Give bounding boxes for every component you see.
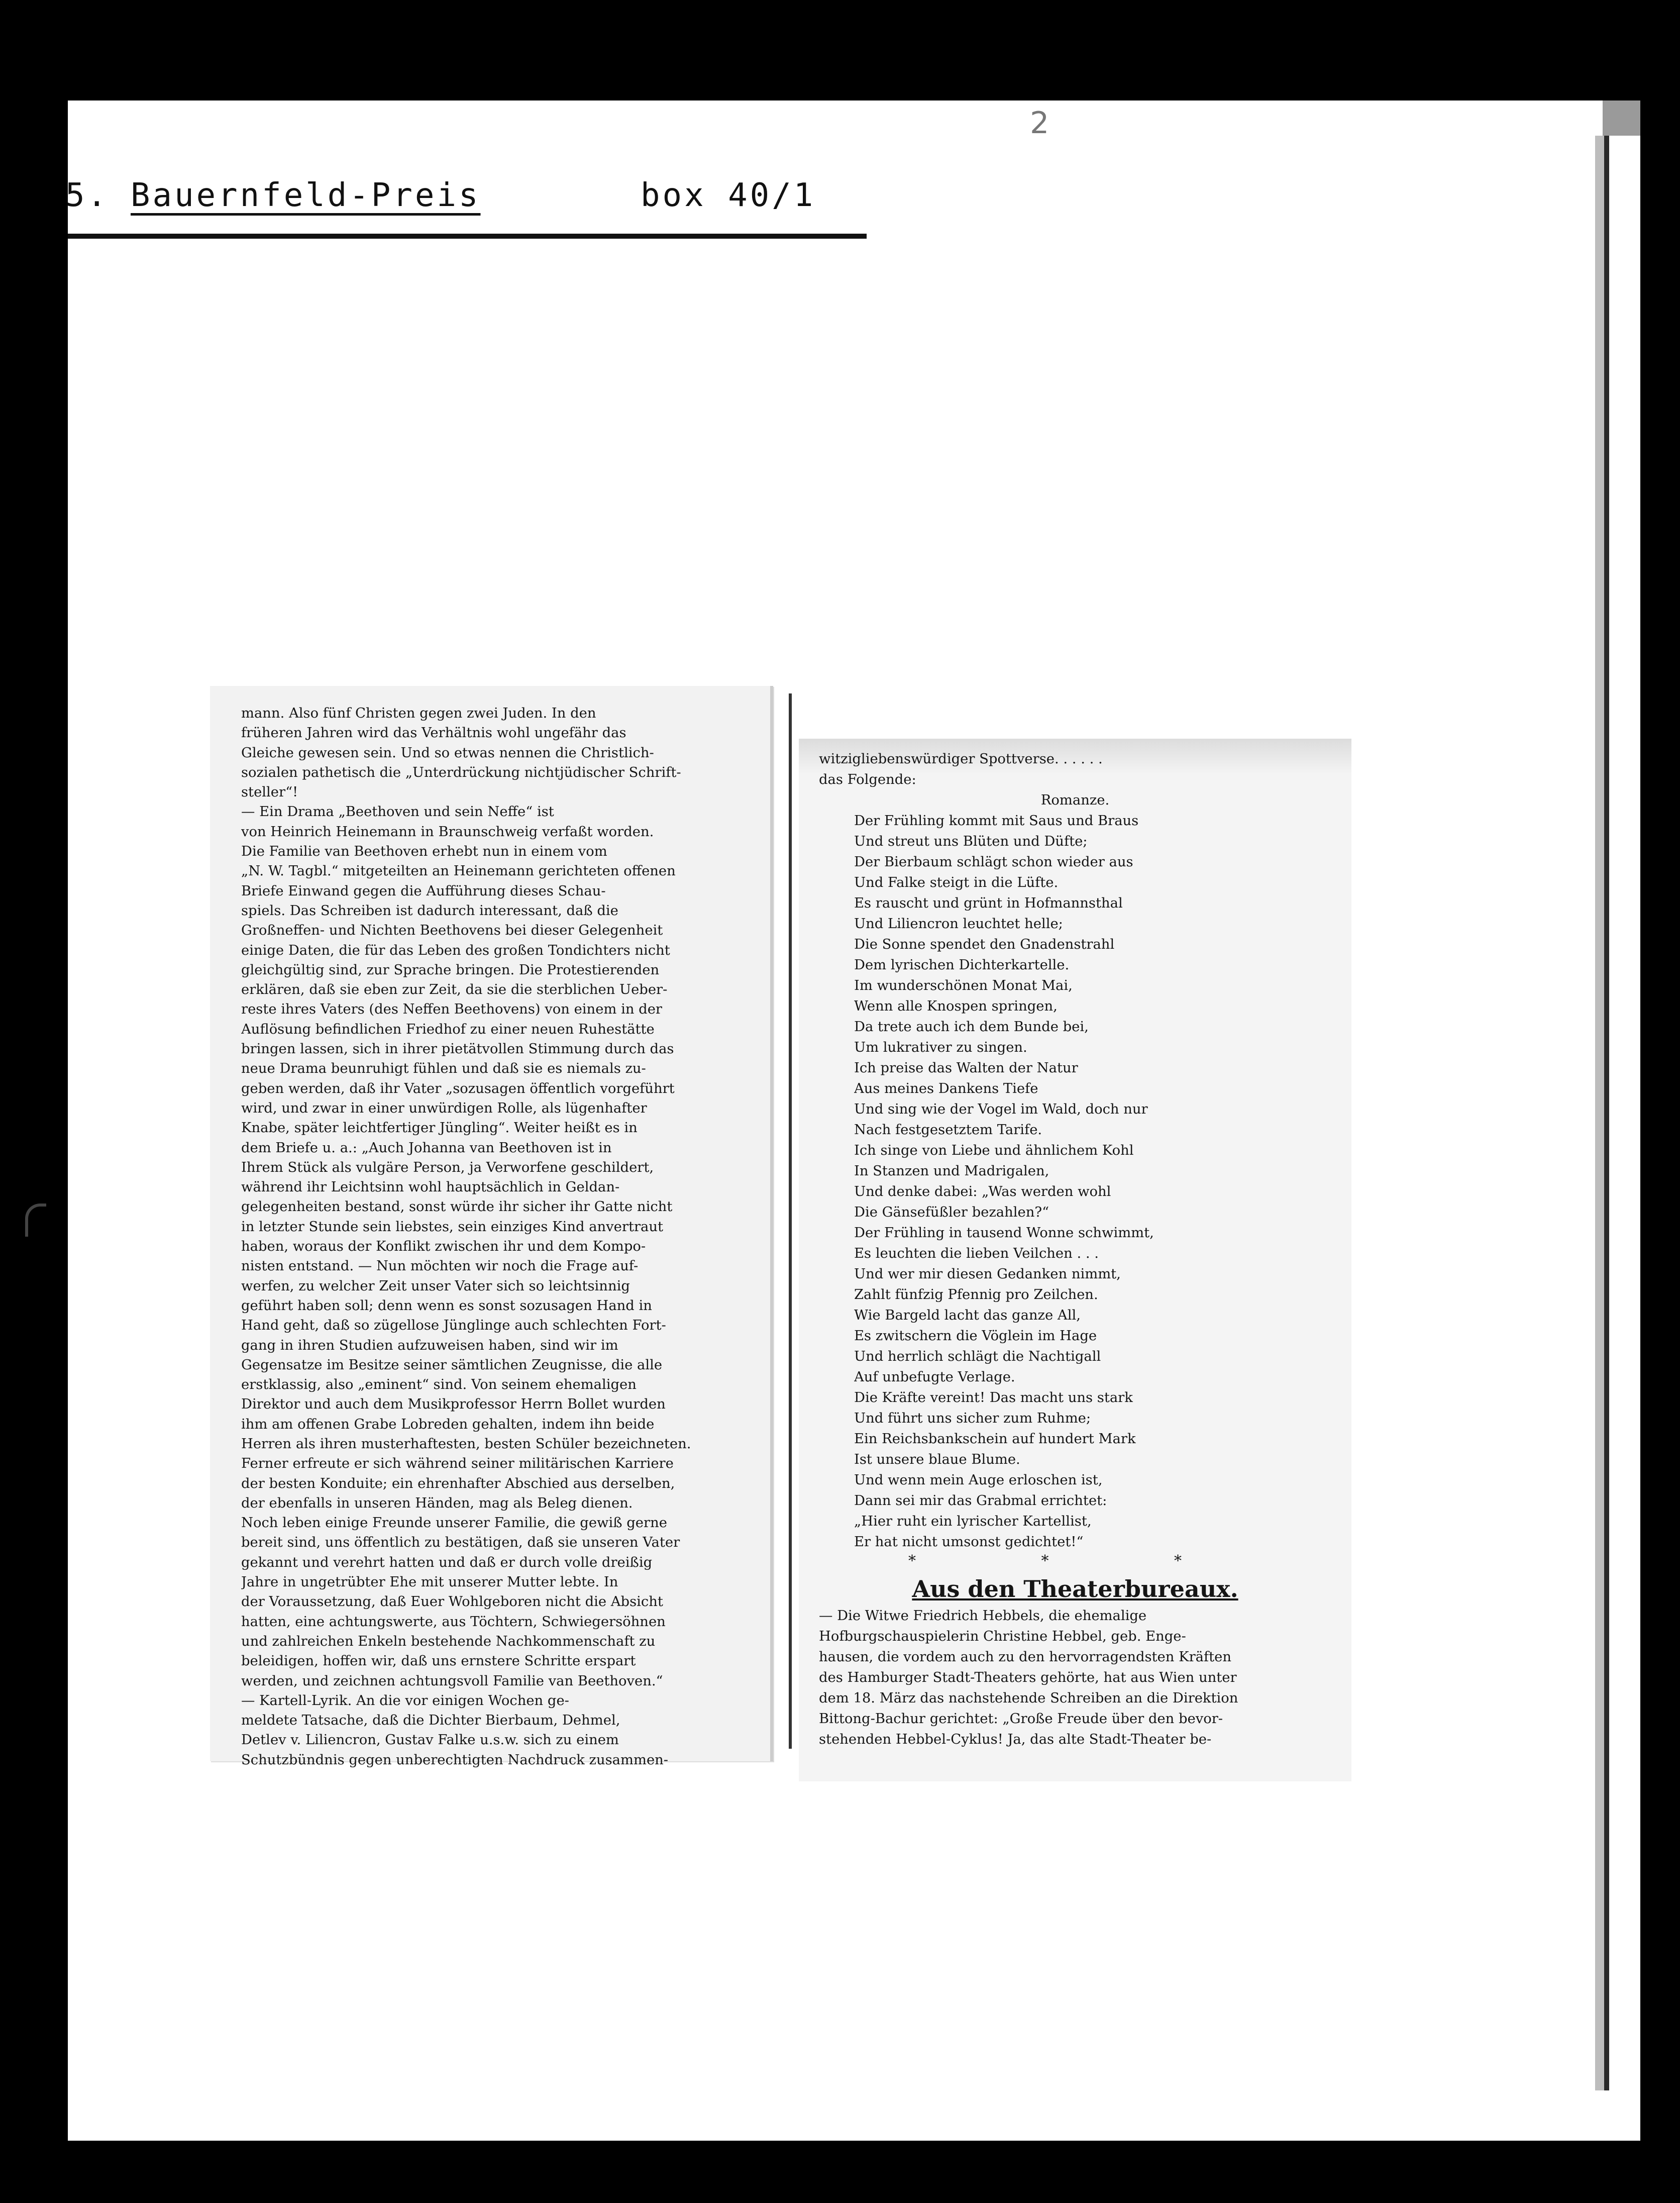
poem-line: Dann sei mir das Grabmal errichtet:	[854, 1493, 1107, 1509]
poem-line: Ist unsere blaue Blume.	[854, 1452, 1020, 1467]
poem-line: Auf unbefugte Verlage.	[854, 1369, 1015, 1385]
text-line: der besten Konduite; ein ehrenhafter Abschied aus derselben,	[241, 1475, 675, 1491]
poem-line: Die Kräfte vereint! Das macht uns stark	[854, 1390, 1133, 1406]
header-rule	[68, 234, 867, 239]
text-line: einige Daten, die für das Leben des großen Tondichters nicht	[241, 942, 670, 958]
text-line: sozialen pathetisch die „Unterdrückung nichtjüdischer Schrift-	[241, 764, 681, 780]
poem-line: Nach festgesetztem Tarife.	[854, 1122, 1042, 1138]
poem-line: Wenn alle Knospen springen,	[854, 998, 1058, 1014]
text-line: reste ihres Vaters (des Neffen Beethovens) von einem in der	[241, 1002, 663, 1018]
poem-line: Ich singe von Liebe und ähnlichem Kohl	[854, 1143, 1134, 1158]
section-text	[819, 1606, 1331, 1750]
text-line: werden, und zeichnen achtungsvoll Familie van Beethoven.“	[241, 1673, 663, 1689]
text-line: haben, woraus der Konflikt zwischen ihr und dem Kompo-	[241, 1239, 646, 1255]
section-stars: * * *	[908, 1552, 1242, 1570]
text-line: geben werden, daß ihr Vater „sozusagen öffentlich vorgeführt	[241, 1080, 675, 1096]
text-line: — Kartell-Lyrik. An die vor einigen Wochen ge-	[241, 1692, 569, 1709]
poem-line: Der Bierbaum schlägt schon wieder aus	[854, 854, 1133, 870]
text-line: werfen, zu welcher Zeit unser Vater sich so leichtsinnig	[241, 1278, 630, 1294]
text-line: gang in ihren Studien aufzuweisen haben, sind wir im	[241, 1337, 618, 1353]
right-text-column	[819, 749, 1331, 1750]
text-line: Die Familie van Beethoven erhebt nun in einem vom	[241, 844, 607, 860]
poem-line: Da trete auch ich dem Bunde bei,	[854, 1019, 1089, 1035]
poem	[854, 811, 1331, 1552]
text-line: bringen lassen, sich in ihrer pietätvollen Stimmung durch das	[241, 1041, 674, 1057]
text-line: bereit sind, uns öffentlich zu bestätigen, daß sie unseren Vater	[241, 1535, 680, 1551]
poem-line: Ein Reichsbankschein auf hundert Mark	[854, 1431, 1136, 1447]
text-line: Ferner erfreute er sich während seiner militärischen Karriere	[241, 1456, 674, 1472]
poem-line: Um lukrativer zu singen.	[854, 1040, 1027, 1055]
text-line: in letzter Stunde sein liebstes, sein einziges Kind anvertraut	[241, 1219, 664, 1235]
poem-line: Im wunderschönen Monat Mai,	[854, 978, 1073, 993]
intro-line: witzigliebenswürdiger Spottverse. . . . . .	[819, 751, 1103, 767]
text-line: Briefe Einwand gegen die Aufführung dieses Schau-	[241, 883, 606, 899]
text-line: der Voraussetzung, daß Euer Wohlgeboren nicht die Absicht	[241, 1594, 663, 1610]
text-line: meldete Tatsache, daß die Dichter Bierbaum, Dehmel,	[241, 1713, 620, 1729]
poem-line: Und denke dabei: „Was werden wohl	[854, 1184, 1111, 1199]
poem-title: Romanze.	[1040, 792, 1110, 808]
text-line: hatten, eine achtungswerte, aus Töchtern, Schwiegersöhnen	[241, 1614, 666, 1630]
sheet-corner-shadow	[1603, 101, 1640, 136]
text-line: erstklassig, also „eminent“ sind. Von seinem ehemaligen	[241, 1377, 637, 1393]
poem-line: Der Frühling kommt mit Saus und Braus	[854, 813, 1139, 829]
text-line: Auflösung befindlichen Friedhof zu einer neuen Ruhestätte	[241, 1021, 655, 1037]
text-line: nisten entstand. — Nun möchten wir noch die Frage auf-	[241, 1258, 639, 1274]
poem-line: Aus meines Dankens Tiefe	[854, 1081, 1038, 1096]
poem-line: Es leuchten die lieben Veilchen . . .	[854, 1246, 1099, 1261]
text-line: Hofburgschauspielerin Christine Hebbel, geb. Enge-	[819, 1629, 1186, 1644]
text-line: hausen, die vordem auch zu den hervorragendsten Kräften	[819, 1649, 1231, 1665]
text-line: Hand geht, daß so zügellose Jünglinge auch schlechten Fort-	[241, 1318, 666, 1334]
poem-line: Er hat nicht umsonst gedichtet!“	[854, 1534, 1084, 1550]
text-line: Jahre in ungetrübter Ehe mit unserer Mutter lebte. In	[241, 1574, 618, 1590]
text-line: — Die Witwe Friedrich Hebbels, die ehemalige	[819, 1608, 1147, 1624]
archive-header	[65, 171, 872, 226]
text-line: des Hamburger Stadt-Theaters gehörte, hat aus Wien unter	[819, 1670, 1237, 1685]
poem-line: Wie Bargeld lacht das ganze All,	[854, 1308, 1081, 1323]
text-line: während ihr Leichtsinn wohl hauptsächlich in Geldan-	[241, 1179, 620, 1195]
newspaper-clipping-right	[799, 739, 1351, 1781]
text-line: Knabe, später leichtfertiger Jüngling“. Weiter heißt es in	[241, 1120, 638, 1136]
poem-line: Dem lyrischen Dichterkartelle.	[854, 957, 1070, 973]
text-line: stehenden Hebbel-Cyklus! Ja, das alte Stadt-Theater be-	[819, 1732, 1212, 1747]
text-line: spiels. Das Schreiben ist dadurch interessant, daß die	[241, 903, 618, 919]
poem-line: Und wer mir diesen Gedanken nimmt,	[854, 1266, 1121, 1282]
text-line: beleidigen, hoffen wir, daß uns ernstere Schritte erspart	[241, 1653, 636, 1669]
header-title: Bauernfeld-Preis	[131, 177, 481, 214]
text-line: gekannt und verehrt hatten und daß er durch volle dreißig	[241, 1554, 653, 1570]
text-line: gleichgültig sind, zur Sprache bringen. Die Protestierenden	[241, 962, 660, 978]
sheet-edge-shadow	[1604, 136, 1609, 2090]
poem-line: Und führt uns sicher zum Ruhme;	[854, 1411, 1091, 1426]
poem-line: Und Falke steigt in die Lüfte.	[854, 875, 1059, 890]
text-line: Ihrem Stück als vulgäre Person, ja Verworfene geschildert,	[241, 1159, 654, 1175]
poem-line: Zahlt fünfzig Pfennig pro Zeilchen.	[854, 1287, 1098, 1303]
text-line: „N. W. Tagbl.“ mitgeteilten an Heinemann gerichteten offenen	[241, 863, 676, 879]
text-line: und zahlreichen Enkeln bestehende Nachkommenschaft zu	[241, 1633, 656, 1649]
poem-line: Und herrlich schlägt die Nachtigall	[854, 1349, 1101, 1364]
column-divider	[789, 693, 792, 1749]
poem-line: Die Gänsefüßler bezahlen?“	[854, 1205, 1049, 1220]
poem-line: Und Liliencron leuchtet helle;	[854, 916, 1063, 932]
poem-line: Der Frühling in tausend Wonne schwimmt,	[854, 1225, 1154, 1241]
text-line: Bittong-Bachur gerichtet: „Große Freude über den bevor-	[819, 1711, 1223, 1727]
text-line: Direktor und auch dem Musikprofessor Herrn Bollet wurden	[241, 1396, 666, 1413]
poem-line: In Stanzen und Madrigalen,	[854, 1163, 1049, 1179]
text-line: ihm am offenen Grabe Lobreden gehalten, indem ihn beide	[241, 1416, 655, 1432]
text-line: Schutzbündnis gegen unberechtigten Nachdruck zusammen-	[241, 1752, 669, 1768]
text-line: Noch leben einige Freunde unserer Familie, die gewiß gerne	[241, 1515, 667, 1531]
text-line: — Ein Drama „Beethoven und sein Neffe“ ist	[241, 804, 554, 820]
poem-line: Und sing wie der Vogel im Wald, doch nur	[854, 1101, 1148, 1117]
margin-bracket-mark	[25, 1204, 46, 1237]
poem-line: Es rauscht und grünt in Hofmannsthal	[854, 895, 1123, 911]
text-line: Detlev v. Liliencron, Gustav Falke u.s.w. sich zu einem	[241, 1732, 619, 1748]
text-line: dem Briefe u. a.: „Auch Johanna van Beethoven ist in	[241, 1140, 612, 1156]
poem-line: Ich preise das Walten der Natur	[854, 1060, 1078, 1076]
text-line: steller“!	[241, 784, 298, 800]
text-line: Herren als ihren musterhaftesten, besten Schüler bezeichneten.	[241, 1436, 691, 1452]
poem-line: Die Sonne spendet den Gnadenstrahl	[854, 937, 1115, 952]
poem-line: „Hier ruht ein lyrischer Kartellist,	[854, 1514, 1092, 1529]
text-line: geführt haben soll; denn wenn es sonst sozusagen Hand in	[241, 1297, 652, 1314]
poem-line: Es zwitschern die Vöglein im Hage	[854, 1328, 1097, 1344]
sheet-edge	[1595, 136, 1604, 2090]
text-line: Großneffen- und Nichten Beethovens bei dieser Gelegenheit	[241, 923, 663, 939]
section-heading: Aus den Theaterbureaux.	[912, 1575, 1238, 1603]
text-line: Gleiche gewesen sein. Und so etwas nennen die Christlich-	[241, 745, 654, 761]
handwritten-page-mark: 2	[1030, 106, 1049, 141]
text-line: früheren Jahren wird das Verhältnis wohl ungefähr das	[241, 725, 626, 741]
text-line: dem 18. März das nachstehende Schreiben an die Direktion	[819, 1690, 1238, 1706]
text-line: gelegenheiten bestand, sonst würde ihr sicher ihr Gatte nicht	[241, 1199, 673, 1215]
poem-line: Und streut uns Blüten und Düfte;	[854, 834, 1088, 849]
header-number: 5.	[65, 177, 110, 214]
text-line: neue Drama beunruhigt fühlen und daß sie es niemals zu-	[241, 1061, 646, 1077]
text-line: von Heinrich Heinemann in Braunschweig verfaßt worden.	[241, 824, 654, 840]
text-line: Gegensatze im Besitze seiner sämtlichen Zeugnisse, die alle	[241, 1357, 663, 1373]
text-line: mann. Also fünf Christen gegen zwei Juden. In den	[241, 706, 596, 721]
text-line: erklären, daß sie eben zur Zeit, da sie die sterblichen Ueber-	[241, 982, 668, 998]
left-text-column	[241, 704, 764, 1770]
intro-line: das Folgende:	[819, 772, 916, 787]
poem-line: Und wenn mein Auge erloschen ist,	[854, 1472, 1103, 1488]
text-line: der ebenfalls in unseren Händen, mag als Beleg dienen.	[241, 1495, 633, 1511]
newspaper-clipping-left	[210, 686, 773, 1768]
header-box-label: box 40/1	[641, 177, 816, 214]
text-line: wird, und zwar in einer unwürdigen Rolle, als lügenhafter	[241, 1100, 647, 1116]
